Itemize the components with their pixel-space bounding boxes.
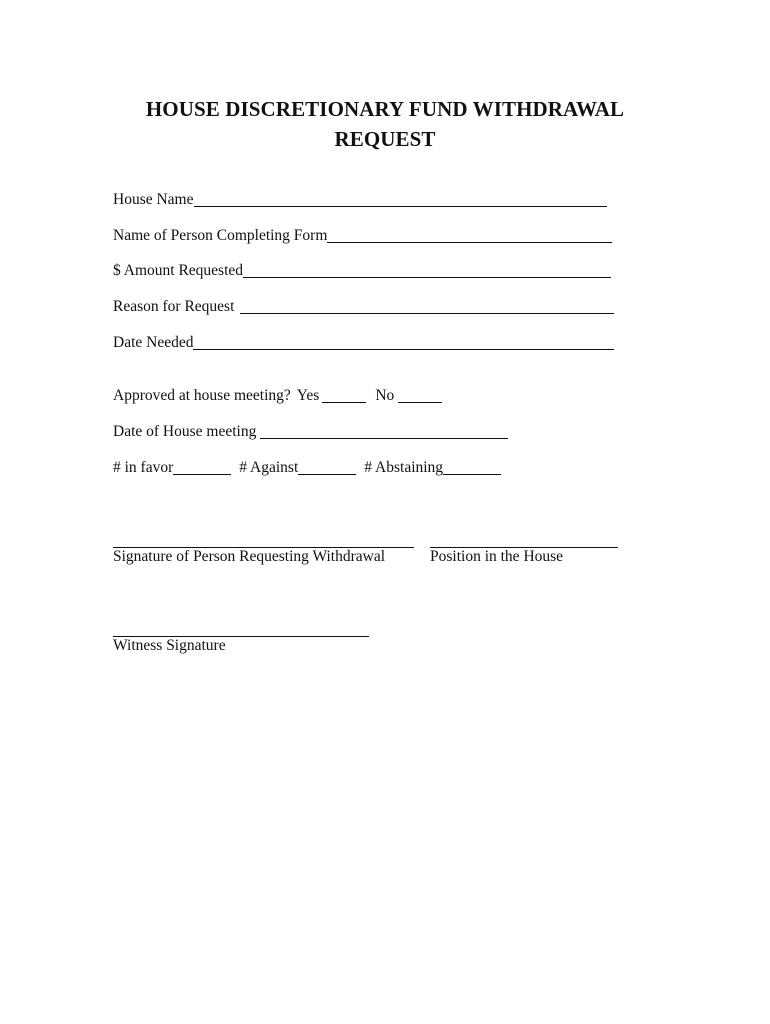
yes-blank[interactable] xyxy=(322,389,366,403)
reason-label: Reason for Request xyxy=(113,298,235,315)
no-label: No xyxy=(375,387,395,404)
date-needed-label: Date Needed xyxy=(113,334,194,351)
requester-signature-label: Signature of Person Requesting Withdrawal xyxy=(113,548,386,565)
amount-requested-row xyxy=(113,262,611,280)
reason-blank[interactable] xyxy=(240,300,614,314)
person-completing-blank[interactable] xyxy=(327,229,612,243)
abstaining-label: # Abstaining xyxy=(364,459,444,476)
witness-signature-label: Witness Signature xyxy=(113,637,226,654)
house-name-blank[interactable] xyxy=(194,193,607,207)
approved-question: Approved at house meeting? xyxy=(113,387,291,404)
house-name-row xyxy=(113,191,607,209)
against-label: # Against xyxy=(239,459,299,476)
no-blank[interactable] xyxy=(398,389,442,403)
in-favor-blank[interactable] xyxy=(173,461,231,475)
date-needed-row xyxy=(113,334,614,352)
against-blank[interactable] xyxy=(298,461,356,475)
meeting-date-blank[interactable] xyxy=(260,425,508,439)
in-favor-label: # in favor xyxy=(113,459,174,476)
reason-row xyxy=(113,298,614,316)
title-line-1: HOUSE DISCRETIONARY FUND WITHDRAWAL xyxy=(145,97,625,121)
position-label: Position in the House xyxy=(430,548,564,565)
house-name-label: House Name xyxy=(113,191,194,208)
meeting-date-label: Date of House meeting xyxy=(113,423,257,440)
title-line-2: REQUEST xyxy=(334,127,436,151)
yes-label: Yes xyxy=(296,387,320,404)
votes-row xyxy=(113,459,501,477)
person-completing-label: Name of Person Completing Form xyxy=(113,227,328,244)
abstaining-blank[interactable] xyxy=(443,461,501,475)
meeting-date-row xyxy=(113,423,508,441)
form-title xyxy=(0,94,770,154)
amount-requested-label: $ Amount Requested xyxy=(113,262,244,279)
amount-requested-blank[interactable] xyxy=(243,264,611,278)
person-completing-row xyxy=(113,227,612,245)
date-needed-blank[interactable] xyxy=(193,336,614,350)
approved-row xyxy=(113,387,442,405)
